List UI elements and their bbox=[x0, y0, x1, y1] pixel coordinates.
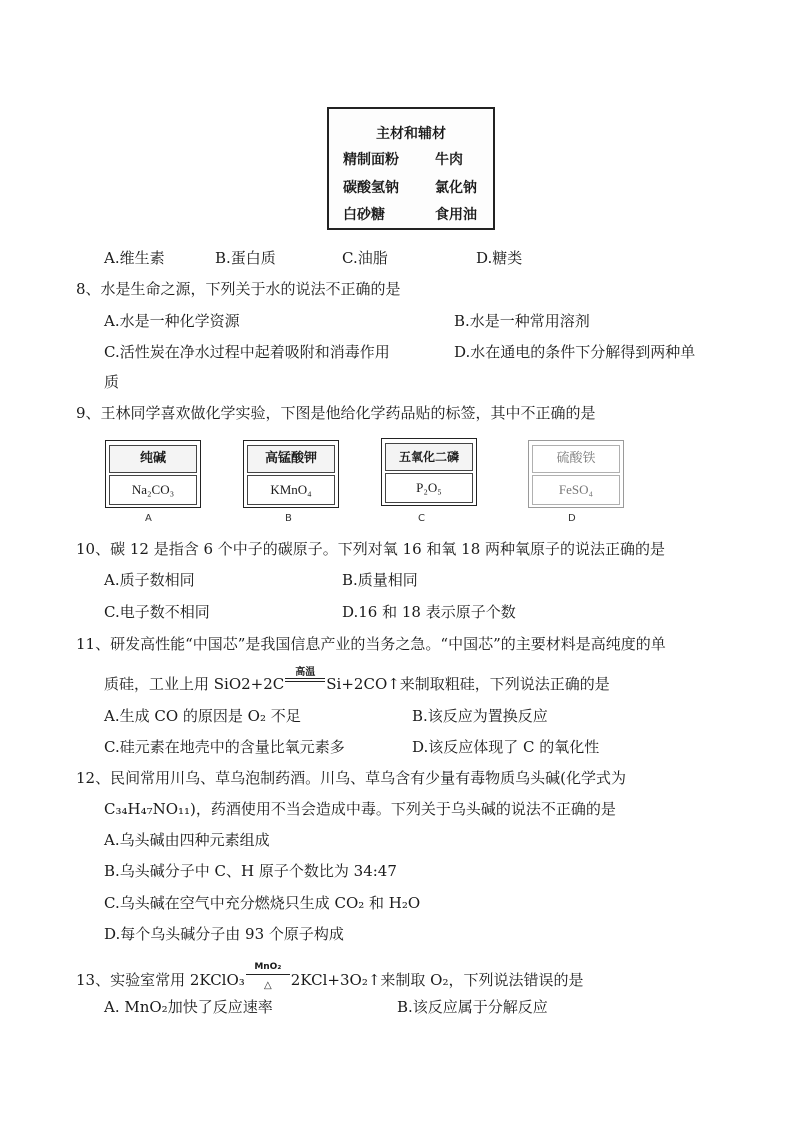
q11-option-d: D.该反应体现了 C 的氧化性 bbox=[412, 738, 600, 756]
q12-option-d: D.每个乌头碱分子由 93 个原子构成 bbox=[104, 925, 344, 943]
chem-label-c bbox=[381, 438, 477, 506]
q11-option-a: A.生成 CO 的原因是 O₂ 不足 bbox=[104, 707, 301, 725]
q8-stem: 8、水是生命之源，下列关于水的说法不正确的是 bbox=[76, 280, 401, 298]
q12-option-a: A.乌头碱由四种元素组成 bbox=[104, 831, 270, 849]
q10-option-d: D.16 和 18 表示原子个数 bbox=[342, 603, 516, 621]
q7-option-c: C.油脂 bbox=[342, 249, 388, 267]
q8-option-c: C.活性炭在净水过程中起着吸附和消毒作用 bbox=[104, 343, 390, 361]
chem-label-formula: KMnO₄ bbox=[247, 475, 335, 505]
ingredient-item: 碳酸氢钠 bbox=[343, 180, 399, 196]
chem-label-letter: C bbox=[418, 513, 425, 524]
q13-stem-a: 13、实验室常用 2KClO₃ bbox=[76, 971, 245, 989]
q10-option-b: B.质量相同 bbox=[342, 571, 418, 589]
q10-option-c: C.电子数不相同 bbox=[104, 603, 210, 621]
q12-option-b: B.乌头碱分子中 C、H 原子个数比为 34:47 bbox=[104, 862, 397, 880]
ingredient-item: 氯化钠 bbox=[435, 180, 477, 196]
q11-stem: 11、研发高性能“中国芯”是我国信息产业的当务之急。“中国芯”的主要材料是高纯度的单 bbox=[76, 635, 666, 653]
q9-stem: 9、王林同学喜欢做化学实验，下图是他给化学药品贴的标签，其中不正确的是 bbox=[76, 404, 596, 422]
condition-text: 高温 bbox=[295, 667, 316, 678]
q12-stem: 12、民间常用川乌、草乌泡制药酒。川乌、草乌含有少量有毒物质乌头碱(化学式为 bbox=[76, 769, 626, 787]
q12-line2: C₃₄H₄₇NO₁₁)，药酒使用不当会造成中毒。下列关于乌头碱的说法不正确的是 bbox=[104, 800, 616, 818]
q8-option-d: D.水在通电的条件下分解得到两种单 bbox=[454, 343, 696, 361]
q8-option-d-cont: 质 bbox=[104, 373, 120, 391]
q11-line2 bbox=[104, 667, 610, 694]
chem-label-name: 五氧化二磷 bbox=[385, 443, 473, 471]
chem-label-name: 高锰酸钾 bbox=[247, 445, 335, 473]
ingredient-list-box bbox=[327, 107, 495, 230]
heat-symbol: △ bbox=[263, 980, 272, 991]
q11-option-c: C.硅元素在地壳中的含量比氧元素多 bbox=[104, 738, 345, 756]
chem-label-letter: D bbox=[568, 513, 576, 524]
q13-stem-b: 2KCl+3O₂↑来制取 O₂，下列说法错误的是 bbox=[290, 971, 584, 989]
q11-line2-a: 质硅，工业上用 SiO2+2C bbox=[104, 675, 285, 693]
chem-label-name: 纯碱 bbox=[109, 445, 197, 473]
catalyst-text: MnO₂ bbox=[254, 962, 282, 972]
chem-label-b bbox=[243, 440, 339, 508]
q10-option-a: A.质子数相同 bbox=[104, 571, 195, 589]
chem-label-letter: A bbox=[145, 513, 152, 524]
q13-stem bbox=[76, 962, 584, 991]
q11-option-b: B.该反应为置换反应 bbox=[412, 707, 548, 725]
ingredient-item: 精制面粉 bbox=[343, 152, 399, 168]
q10-stem: 10、碳 12 是指含 6 个中子的碳原子。下列对氧 16 和氧 18 两种氧原子的说法正确的是 bbox=[76, 540, 666, 558]
reaction-condition bbox=[285, 667, 325, 689]
q13-option-b: B.该反应属于分解反应 bbox=[397, 998, 548, 1016]
q12-option-c: C.乌头碱在空气中充分燃烧只生成 CO₂ 和 H₂O bbox=[104, 894, 421, 912]
ingredient-item: 牛肉 bbox=[435, 152, 463, 168]
chem-label-formula: Na₂CO₃ bbox=[109, 475, 197, 505]
q11-line2-b: Si+2CO↑来制取粗硅，下列说法正确的是 bbox=[326, 675, 610, 693]
q7-option-a: A.维生素 bbox=[104, 249, 165, 267]
chem-label-a bbox=[105, 440, 201, 508]
q8-option-a: A.水是一种化学资源 bbox=[104, 312, 240, 330]
q7-option-d: D.糖类 bbox=[476, 249, 523, 267]
q7-option-b: B.蛋白质 bbox=[215, 249, 276, 267]
q8-option-b: B.水是一种常用溶剂 bbox=[454, 312, 590, 330]
chem-label-formula: FeSO₄ bbox=[532, 475, 620, 505]
chem-label-name: 硫酸铁 bbox=[532, 445, 620, 473]
reaction-condition bbox=[246, 962, 290, 991]
chem-label-formula: P₂O₅ bbox=[385, 473, 473, 503]
ingredient-item: 食用油 bbox=[435, 207, 477, 223]
ingredient-title: 主材和辅材 bbox=[376, 126, 446, 142]
q13-option-a: A. MnO₂加快了反应速率 bbox=[104, 998, 273, 1016]
chem-label-letter: B bbox=[285, 513, 292, 524]
ingredient-item: 白砂糖 bbox=[343, 207, 385, 223]
chem-label-d bbox=[528, 440, 624, 508]
